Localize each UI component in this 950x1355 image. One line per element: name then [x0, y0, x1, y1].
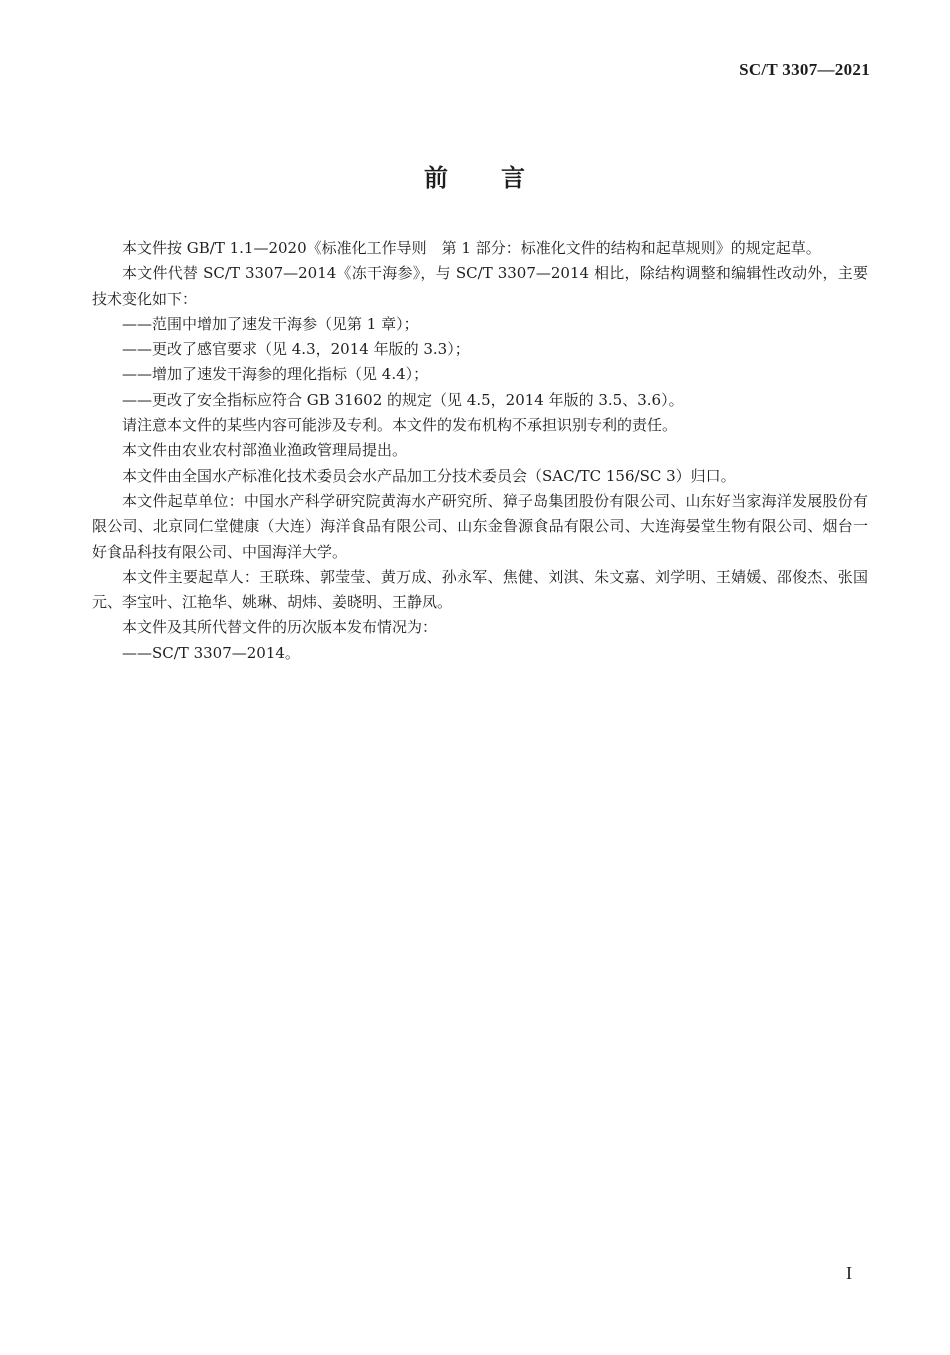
standard-number: SC/T 3307—2021: [739, 60, 870, 79]
paragraph-drafting-units: 本文件起草单位：中国水产科学研究院黄海水产研究所、獐子岛集团股份有限公司、山东好当家海洋发展股份有限公司、北京同仁堂健康（大连）海洋食品有限公司、山东金鲁源食品有限公司、大连海晏堂生物有限公司、烟台一好食品科技有限公司、中国海洋大学。: [92, 491, 868, 561]
page-number: I: [846, 1263, 852, 1283]
title-char-1: 前: [424, 164, 449, 192]
change-item: ——范围中增加了速发干海参（见第 1 章）；: [122, 314, 419, 333]
history-item: ——SC/T 3307—2014。: [122, 643, 300, 662]
paragraph-drafting-rules: 本文件按 GB/T 1.1—2020《标准化工作导则 第 1 部分：标准化文件的结构和起草规则》的规定起草。: [122, 239, 821, 257]
paragraph-proposed-by: 本文件由农业农村部渔业渔政管理局提出。: [122, 441, 408, 460]
change-item: ——增加了速发干海参的理化指标（见 4.4）；: [122, 365, 429, 384]
paragraph-patent-notice: 请注意本文件的某些内容可能涉及专利。本文件的发布机构不承担识别专利的责任。: [122, 416, 678, 435]
change-item: ——更改了感官要求（见 4.3，2014 年版的 3.3）；: [122, 340, 470, 359]
paragraph-drafters: 本文件主要起草人：王联珠、郭莹莹、黄万成、孙永军、焦健、刘淇、朱文嘉、刘学明、王婧媛、邵俊杰、张国元、李宝叶、江艳华、姚琳、胡炜、姜晓明、王静凤。: [92, 567, 868, 612]
paragraph-history-intro: 本文件及其所代替文件的历次版本发布情况为：: [122, 618, 438, 637]
paragraph-replaces: 本文件代替 SC/T 3307—2014《冻干海参》，与 SC/T 3307—2014 相比，除结构调整和编辑性改动外，主要技术变化如下：: [92, 264, 868, 308]
page-title: [0, 158, 950, 193]
paragraph-centralized-by: 本文件由全国水产标准化技术委员会水产品加工分技术委员会（SAC/TC 156/SC 3）归口。: [122, 466, 736, 485]
change-item: ——更改了安全指标应符合 GB 31602 的规定（见 4.5，2014 年版的 3.5、3.6）。: [122, 390, 684, 409]
title-char-2: 言: [501, 164, 526, 192]
foreword-body: [92, 236, 868, 666]
